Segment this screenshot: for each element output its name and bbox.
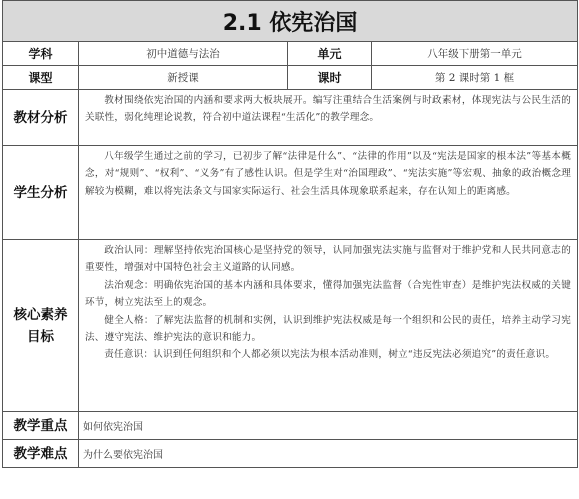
goals-label-line1: 核心素养 bbox=[13, 306, 68, 323]
lesson-type-value: 新授课 bbox=[79, 66, 288, 90]
subject-value: 初中道德与法治 bbox=[79, 42, 288, 66]
key-points-value: 如何依宪治国 bbox=[79, 412, 578, 440]
period-value: 第 2 课时第 1 框 bbox=[372, 66, 578, 90]
difficulties-label: 教学难点 bbox=[3, 440, 79, 468]
students-label: 学生分析 bbox=[3, 146, 79, 240]
materials-label: 教材分析 bbox=[3, 90, 79, 146]
subject-row bbox=[3, 42, 578, 66]
goals-label-line2: 目标 bbox=[27, 328, 54, 345]
lesson-type-row bbox=[3, 66, 578, 90]
goal-personality: 健全人格：了解宪法监督的机制和实例，认识到维护宪法权威是每一个组织和公民的责任，培养主动学习宪法、遵守宪法、维护宪法的意识和能力。 bbox=[85, 314, 572, 344]
goals-body bbox=[79, 240, 578, 412]
difficulties-value: 为什么要依宪治国 bbox=[79, 440, 578, 468]
period-label: 课时 bbox=[288, 66, 372, 90]
materials-paragraph: 教材围绕依宪治国的内涵和要求两大板块展开。编写注重结合生活案例与时政素材，体现宪法与公民生活的关联性，弱化纯理论说教，符合初中道法课程“生活化”的教学理念。 bbox=[85, 95, 572, 124]
page-title: 2.1 依宪治国 bbox=[3, 1, 578, 42]
materials-body bbox=[79, 90, 578, 146]
unit-label: 单元 bbox=[288, 42, 372, 66]
lesson-type-label: 课型 bbox=[3, 66, 79, 90]
students-body bbox=[79, 146, 578, 240]
key-points-row bbox=[3, 412, 578, 440]
goal-rule-of-law: 法治观念：明确依宪治国的基本内涵和具体要求，懂得加强宪法监督（合宪性审查）是维护宪法权威的关键环节，树立宪法至上的观念。 bbox=[85, 279, 572, 309]
students-paragraph: 八年级学生通过之前的学习，已初步了解“法律是什么”、“法律的作用”以及“宪法是国家的根本法”等基本概念，对“规则”、“权利”、“义务”有了感性认识。但是学生对“治国理政”、“宪法实施”等宏观、抽象的政治概念理解较为模糊，难以将宪法条文与国家实际运行、社会生活具体现象联系起来，存在认知上的距离感。 bbox=[85, 151, 572, 197]
materials-row bbox=[3, 90, 578, 146]
title-row bbox=[3, 1, 578, 42]
goal-responsibility: 责任意识：认识到任何组织和个人都必须以宪法为根本活动准则，树立“违反宪法必须追究”的责任意识。 bbox=[104, 349, 556, 361]
students-row bbox=[3, 146, 578, 240]
lesson-plan-table bbox=[2, 0, 578, 468]
goal-political: 政治认同：理解坚持依宪治国核心是坚持党的领导，认同加强宪法实施与监督对于维护党和人民共同意志的重要性，增强对中国特色社会主义道路的认同感。 bbox=[85, 245, 572, 274]
key-points-label: 教学重点 bbox=[3, 412, 79, 440]
subject-label: 学科 bbox=[3, 42, 79, 66]
goals-row bbox=[3, 240, 578, 412]
difficulties-row bbox=[3, 440, 578, 468]
goals-label bbox=[3, 240, 79, 412]
unit-value: 八年级下册第一单元 bbox=[372, 42, 578, 66]
